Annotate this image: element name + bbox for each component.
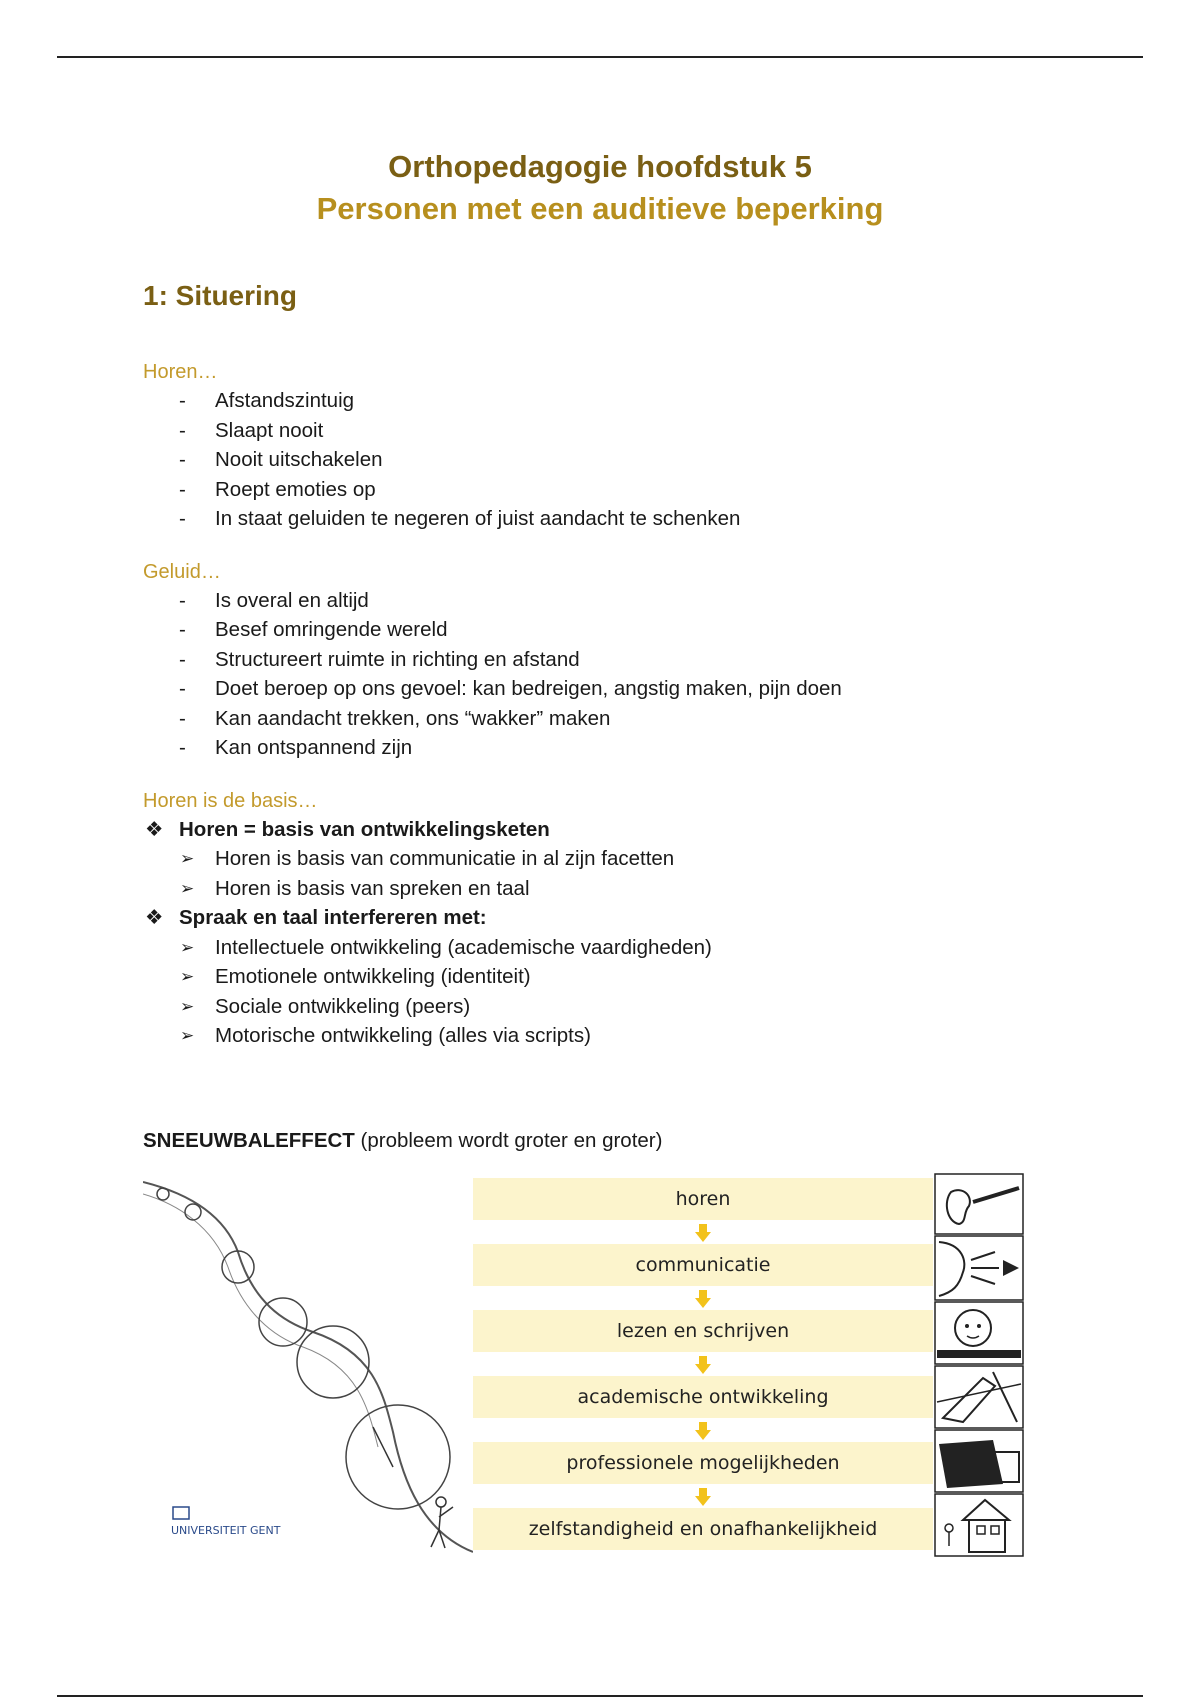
geluid-label: Geluid…: [143, 560, 221, 583]
down-arrow-icon: [695, 1224, 711, 1242]
down-arrow-icon: [695, 1422, 711, 1440]
sneeuwbal-bold: SNEEUWBALEFFECT: [143, 1129, 355, 1152]
speaking-face-icon: [935, 1236, 1023, 1300]
arrow-bullet-icon: ➢: [180, 967, 195, 986]
house-icon: [935, 1494, 1023, 1556]
development-chain: [473, 1172, 933, 1558]
snowball-figure: [143, 1172, 1024, 1558]
chain-step: lezen en schrijven: [473, 1310, 933, 1352]
diamond-bullet-icon: ❖: [145, 817, 164, 841]
basis-list: [143, 815, 1043, 1051]
list-item: ➢ Sociale ontwikkeling (peers): [143, 992, 1043, 1022]
down-arrow-icon: [695, 1356, 711, 1374]
list-item: - Structureert ruimte in richting en afstand: [179, 647, 580, 671]
reading-child-icon: [935, 1302, 1023, 1364]
arrow-bullet-icon: ➢: [180, 996, 195, 1016]
down-arrow-icon: [695, 1290, 711, 1308]
professional-work-icon: [935, 1430, 1023, 1492]
list-item: - In staat geluiden te negeren of juist aandacht te schenken: [179, 507, 741, 530]
basis-group-title: Spraak en taal interfereren met:: [179, 906, 487, 929]
list-item: - Roept emoties op: [179, 477, 376, 501]
list-item: - Kan ontspannend zijn: [179, 736, 413, 759]
title-line-2: Personen met een auditieve beperking: [316, 191, 884, 226]
geluid-list: [143, 586, 1043, 763]
basis-group: [143, 903, 1043, 1051]
down-arrow-icon: [695, 1488, 711, 1506]
sneeuwbal-caption: [143, 1126, 662, 1156]
list-item: - Slaapt nooit: [179, 418, 324, 442]
list-item: ➢ Emotionele ontwikkeling (identiteit): [143, 962, 1043, 992]
list-item: ➢ Horen is basis van communicatie in al zijn facetten: [143, 844, 1043, 874]
chain-step: academische ontwikkeling: [473, 1376, 933, 1418]
list-item: ➢ Intellectuele ontwikkeling (academische vaardigheden): [143, 933, 1043, 963]
diamond-bullet-icon: ❖: [145, 906, 164, 929]
chain-illustrations: [933, 1172, 1024, 1558]
arrow-bullet-icon: ➢: [180, 849, 195, 868]
list-item: ➢ Motorische ontwikkeling (alles via scripts): [143, 1021, 1043, 1051]
arrow-bullet-icon: ➢: [180, 937, 195, 957]
list-item: - Is overal en altijd: [179, 588, 369, 612]
list-item: - Kan aandacht trekken, ons “wakker” maken: [179, 706, 611, 730]
horen-list: [143, 386, 1043, 534]
list-item: - Besef omringende wereld: [179, 618, 448, 641]
list-item: - Doet beroep op ons gevoel: kan bedreigen, angstig maken, pijn doen: [179, 677, 842, 700]
list-item: - Afstandszintuig: [179, 389, 355, 412]
title-line-1: Orthopedagogie hoofdstuk 5: [388, 149, 812, 184]
basis-group: [143, 815, 1043, 904]
main-content: [143, 276, 1043, 1051]
document-title: [0, 146, 1200, 230]
arrow-bullet-icon: ➢: [180, 878, 195, 898]
sneeuwbal-rest: (probleem wordt groter en groter): [354, 1129, 663, 1152]
ear-icon: [935, 1174, 1023, 1234]
basis-label: Horen is de basis…: [143, 789, 318, 812]
list-item: - Nooit uitschakelen: [179, 448, 383, 471]
list-item: ➢ Horen is basis van spreken en taal: [143, 874, 1043, 904]
chain-step: communicatie: [473, 1244, 933, 1286]
chain-step: horen: [473, 1178, 933, 1220]
basis-group-title: Horen = basis van ontwikkelingsketen: [179, 817, 550, 841]
horen-label: Horen…: [143, 361, 218, 383]
top-rule: [57, 56, 1143, 58]
chain-step: professionele mogelijkheden: [473, 1442, 933, 1484]
university-logo-text: UNIVERSITEIT GENT: [171, 1524, 281, 1537]
section-heading: 1: Situering: [143, 280, 298, 311]
chain-step: zelfstandigheid en onafhankelijkheid: [473, 1508, 933, 1550]
writing-hand-icon: [935, 1366, 1023, 1428]
snowball-illustration: [143, 1172, 473, 1558]
arrow-bullet-icon: ➢: [180, 1026, 195, 1045]
bottom-rule: [57, 1695, 1143, 1697]
